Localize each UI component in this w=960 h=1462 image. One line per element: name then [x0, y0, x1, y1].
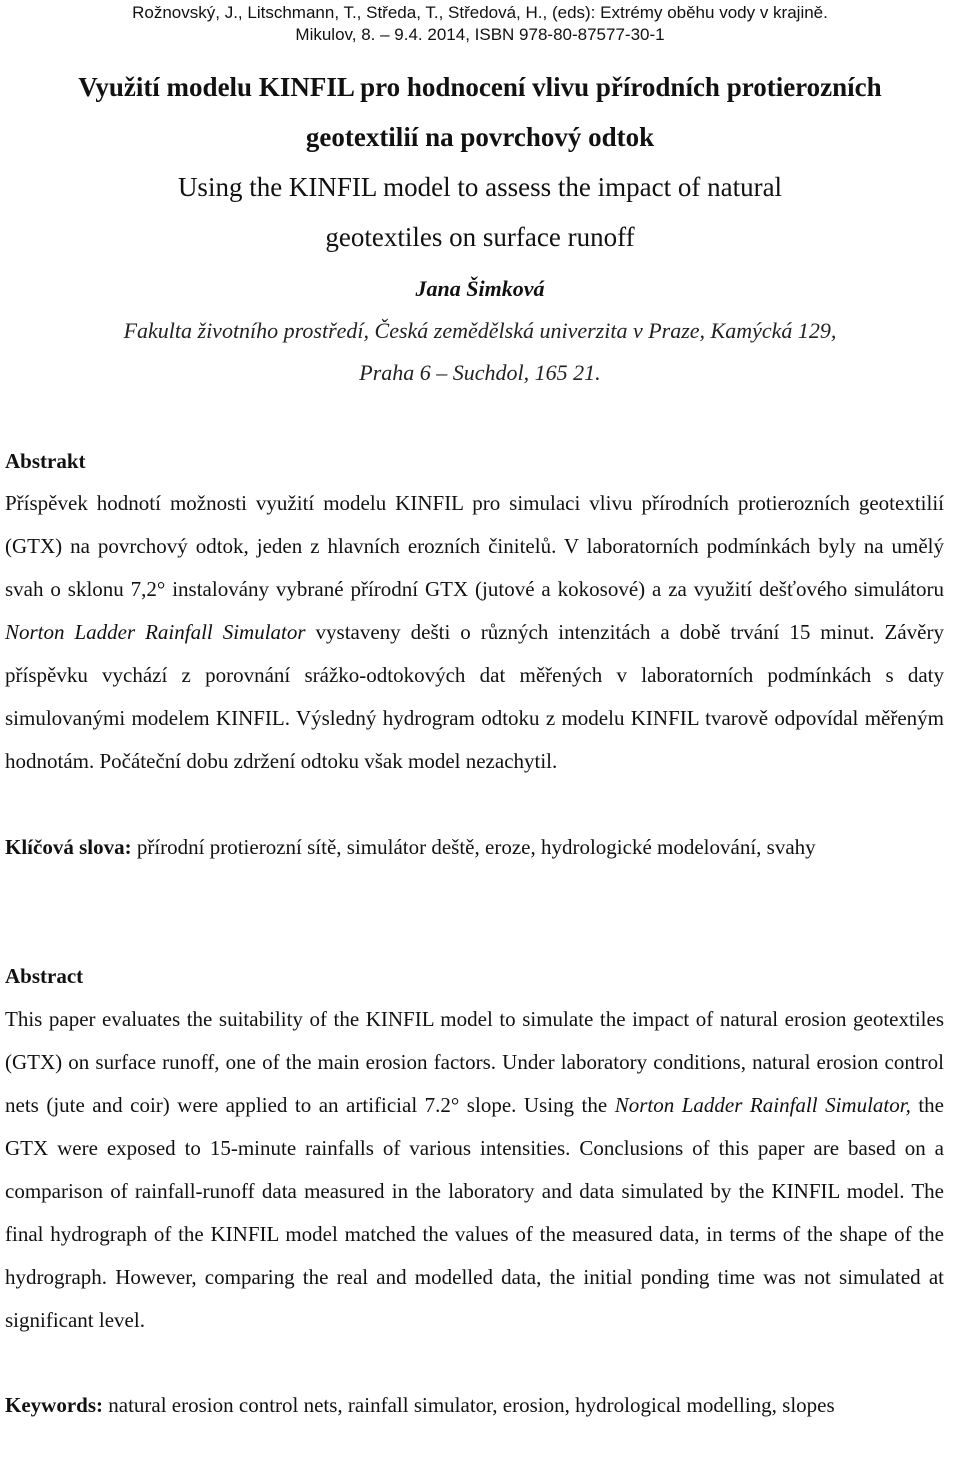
abstract-paragraph	[5, 998, 944, 1342]
abstract-text-2: the GTX were exposed to 15-minute rainfalls of various intensities. Conclusions of this paper are based on a comparison of rainfall-runoff data measured in the laboratory and data simulated by the KINFIL model. The final hydrograph of the KINFIL model matched the values of the measured data, in terms of the shape of the hydrograph. However, comparing the real and modelled data, the initial ponding time was not simulated at significant level.	[5, 1093, 944, 1332]
header-line-2: Mikulov, 8. – 9.4. 2014, ISBN 978-80-87577-30-1	[295, 25, 665, 44]
title-cz-line-1: Využití modelu KINFIL pro hodnocení vlivu přírodních protierozních	[78, 72, 882, 102]
title-cz-line-2: geotextilií na povrchový odtok	[305, 122, 655, 152]
title-en-line-2: geotextiles on surface runoff	[325, 222, 635, 252]
title-en-line-1: Using the KINFIL model to assess the impact of natural	[177, 172, 783, 202]
keywords	[5, 1384, 944, 1427]
keywords-text: natural erosion control nets, rainfall simulator, erosion, hydrological modelling, slopes	[103, 1393, 835, 1417]
abstrakt-text-2: vystaveny dešti o různých intenzitách a době trvání 15 minut. Závěry příspěvku vychází z porovnání srážko-odtokových dat měřených v laboratorních podmínkách s daty simulovanými modelem KINFIL. Výsledný hydrogram odtoku z modelu KINFIL tvarově odpovídal měřeným hodnotám. Počáteční dobu zdržení odtoku však model nezachytil.	[5, 620, 944, 773]
affiliation-line-1: Fakulta životního prostředí, Česká zemědělská univerzita v Praze, Kamýcká 129,	[123, 318, 837, 343]
abstract-text-1: This paper evaluates the suitability of the KINFIL model to simulate the impact of natural erosion geotextiles (GTX) on surface runoff, one of the main erosion factors. Under laboratory conditions, natural erosion control nets (jute and coir) were applied to an artificial 7.2° slope. Using the	[5, 1007, 944, 1117]
abstrakt-paragraph	[5, 482, 944, 783]
author: Jana Šimková	[415, 276, 545, 301]
klicova-slova-text: přírodní protierozní sítě, simulátor deště, eroze, hydrologické modelování, svahy	[131, 835, 816, 859]
abstrakt-simulator-name: Norton Ladder Rainfall Simulator	[5, 620, 306, 644]
abstrakt-heading: Abstrakt	[5, 449, 86, 473]
running-header	[0, 2, 960, 46]
affiliation-line-2: Praha 6 – Suchdol, 165 21.	[359, 360, 601, 385]
klicova-slova-label: Klíčová slova:	[5, 835, 132, 859]
abstract-simulator-name: Norton Ladder Rainfall Simulator,	[614, 1093, 911, 1117]
abstract-heading: Abstract	[5, 964, 84, 988]
abstrakt-text-1: Příspěvek hodnotí možnosti využití modelu KINFIL pro simulaci vlivu přírodních protierozních geotextilií (GTX) na povrchový odtok, jeden z hlavních erozních činitelů. V laboratorních podmínkách byly na umělý svah o sklonu 7,2° instalovány vybrané přírodní GTX (jutové a kokosové) a za využití dešťového simulátoru	[5, 491, 944, 601]
header-line-1: Rožnovský, J., Litschmann, T., Středa, T., Středová, H., (eds): Extrémy oběhu vody v krajině.	[132, 3, 828, 22]
keywords-label: Keywords:	[5, 1393, 103, 1417]
klicova-slova	[5, 826, 944, 869]
